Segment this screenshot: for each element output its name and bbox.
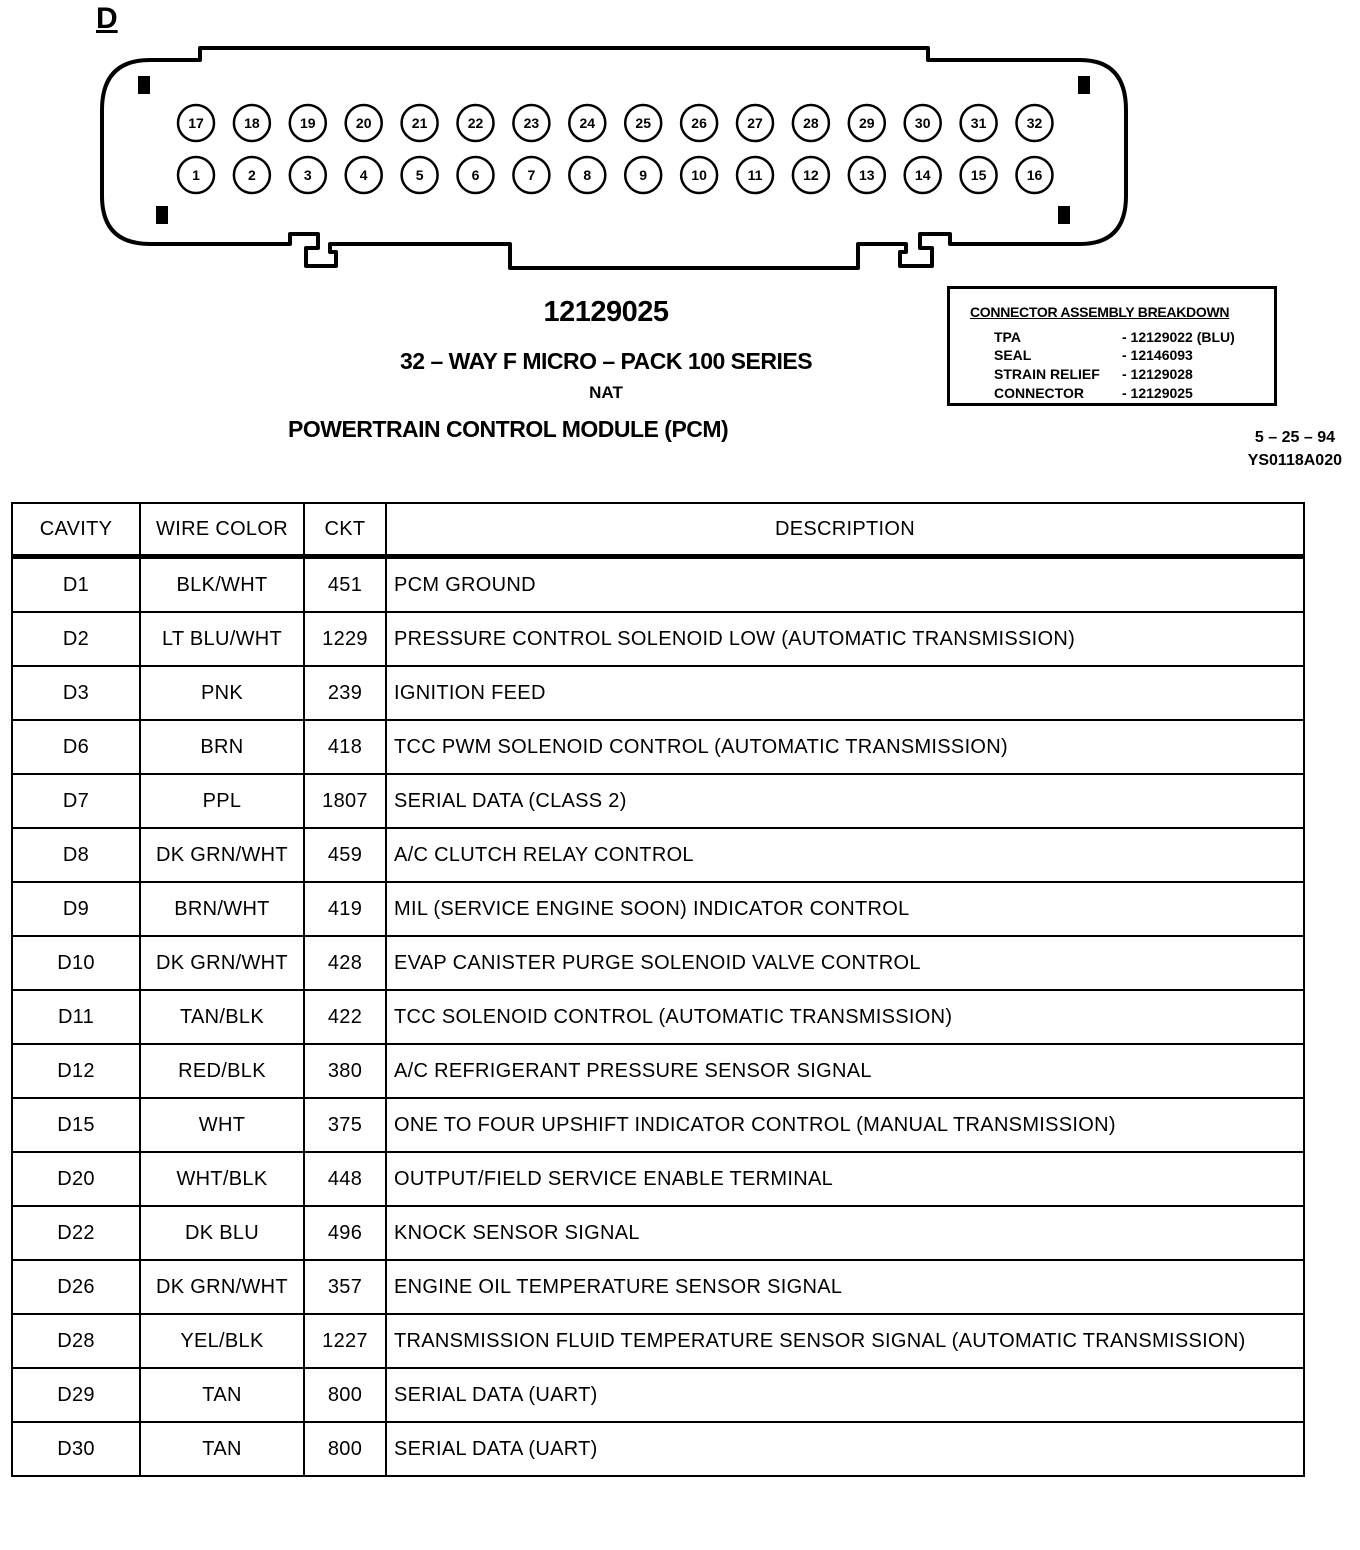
cavity-cell: D6 <box>12 720 140 774</box>
pin-number: 32 <box>1026 115 1043 131</box>
pin-number: 1 <box>192 167 200 183</box>
breakdown-item-name: CONNECTOR <box>994 385 1084 401</box>
pin-number: 15 <box>970 167 987 183</box>
breakdown-item-value: - 12146093 <box>1122 347 1193 363</box>
table-row <box>12 1044 1304 1098</box>
description-cell: ONE TO FOUR UPSHIFT INDICATOR CONTROL (MANUAL TRANSMISSION) <box>386 1098 1304 1152</box>
ckt-cell: 448 <box>304 1152 386 1206</box>
ckt-cell: 428 <box>304 936 386 990</box>
wire-color-cell: TAN <box>140 1422 304 1476</box>
wire-color-cell: BRN/WHT <box>140 882 304 936</box>
wire-color-cell: WHT/BLK <box>140 1152 304 1206</box>
header-description: DESCRIPTION <box>386 503 1304 557</box>
cavity-cell: D10 <box>12 936 140 990</box>
description-cell: TRANSMISSION FLUID TEMPERATURE SENSOR SIGNAL (AUTOMATIC TRANSMISSION) <box>386 1314 1304 1368</box>
header-ckt: CKT <box>304 503 386 557</box>
ckt-cell: 451 <box>304 557 386 613</box>
table-row <box>12 1314 1304 1368</box>
wire-color-cell: DK GRN/WHT <box>140 1260 304 1314</box>
pin-number: 9 <box>639 167 648 183</box>
revision-date: 5 – 25 – 94 <box>1254 429 1335 446</box>
pin-number: 7 <box>527 167 536 183</box>
table-row <box>12 612 1304 666</box>
wire-color-cell: LT BLU/WHT <box>140 612 304 666</box>
cavity-cell: D28 <box>12 1314 140 1368</box>
description-cell: MIL (SERVICE ENGINE SOON) INDICATOR CONTROL <box>386 882 1304 936</box>
pin-number: 24 <box>579 115 596 131</box>
cavity-cell: D3 <box>12 666 140 720</box>
pin-number: 3 <box>303 167 312 183</box>
table-row <box>12 1422 1304 1476</box>
wire-color-cell: BRN <box>140 720 304 774</box>
pin-number: 12 <box>803 167 819 183</box>
table-header-row <box>12 503 1304 557</box>
breakdown-item-name: TPA <box>994 329 1021 345</box>
wire-color-cell: DK GRN/WHT <box>140 936 304 990</box>
ckt-cell: 1807 <box>304 774 386 828</box>
cavity-cell: D9 <box>12 882 140 936</box>
pin-number: 23 <box>523 115 540 131</box>
ckt-cell: 1229 <box>304 612 386 666</box>
ckt-cell: 422 <box>304 990 386 1044</box>
cavity-cell: D20 <box>12 1152 140 1206</box>
pin-number: 4 <box>359 167 368 183</box>
pin-row-bottom <box>178 157 1053 193</box>
breakdown-item-strain-relief <box>994 366 1274 384</box>
wire-color-cell: PPL <box>140 774 304 828</box>
table-row <box>12 1098 1304 1152</box>
description-cell: OUTPUT/FIELD SERVICE ENABLE TERMINAL <box>386 1152 1304 1206</box>
pin-number: 8 <box>583 167 592 183</box>
cavity-cell: D8 <box>12 828 140 882</box>
nat-label: NAT <box>589 383 623 402</box>
ckt-cell: 496 <box>304 1206 386 1260</box>
pin-number: 13 <box>859 167 875 183</box>
breakdown-item-value: - 12129028 <box>1122 366 1193 382</box>
wire-color-cell: PNK <box>140 666 304 720</box>
wire-color-cell: WHT <box>140 1098 304 1152</box>
ckt-cell: 800 <box>304 1368 386 1422</box>
description-cell: PCM GROUND <box>386 557 1304 613</box>
table-row <box>12 1368 1304 1422</box>
wire-color-cell: BLK/WHT <box>140 557 304 613</box>
pin-number: 19 <box>300 115 316 131</box>
description-cell: SERIAL DATA (CLASS 2) <box>386 774 1304 828</box>
cavity-cell: D2 <box>12 612 140 666</box>
latch-mark-top-right <box>1078 76 1090 94</box>
pin-number: 27 <box>747 115 763 131</box>
description-cell: SERIAL DATA (UART) <box>386 1368 1304 1422</box>
cavity-cell: D29 <box>12 1368 140 1422</box>
wire-color-cell: RED/BLK <box>140 1044 304 1098</box>
ckt-cell: 1227 <box>304 1314 386 1368</box>
wire-color-cell: TAN <box>140 1368 304 1422</box>
description-cell: TCC SOLENOID CONTROL (AUTOMATIC TRANSMISSION) <box>386 990 1304 1044</box>
cavity-cell: D1 <box>12 557 140 613</box>
table-row <box>12 774 1304 828</box>
table-row <box>12 666 1304 720</box>
figure-code: YS0118A020 <box>1247 452 1342 469</box>
pin-number: 14 <box>914 167 931 183</box>
module-title: POWERTRAIN CONTROL MODULE (PCM) <box>288 416 729 442</box>
pin-number: 26 <box>691 115 707 131</box>
latch-mark-bottom-left <box>156 206 168 224</box>
wire-color-cell: YEL/BLK <box>140 1314 304 1368</box>
wire-color-cell: DK BLU <box>140 1206 304 1260</box>
pin-number: 6 <box>471 167 480 183</box>
connector-series: 32 – WAY F MICRO – PACK 100 SERIES <box>399 348 813 374</box>
table-row <box>12 828 1304 882</box>
ckt-cell: 800 <box>304 1422 386 1476</box>
ckt-cell: 375 <box>304 1098 386 1152</box>
table-row <box>12 882 1304 936</box>
pin-number: 31 <box>970 115 987 131</box>
table-row <box>12 1206 1304 1260</box>
header-wire-color: WIRE COLOR <box>140 503 304 557</box>
breakdown-item-value: - 12129025 <box>1122 385 1193 401</box>
pin-number: 11 <box>747 167 763 183</box>
latch-mark-bottom-right <box>1058 206 1070 224</box>
connector-diagram <box>0 0 1360 290</box>
pinout-table <box>11 502 1305 1477</box>
table-row <box>12 936 1304 990</box>
latch-mark-top-left <box>138 76 150 94</box>
breakdown-item-name: SEAL <box>994 347 1032 363</box>
connector-assembly-breakdown <box>947 286 1277 406</box>
description-cell: SERIAL DATA (UART) <box>386 1422 1304 1476</box>
header-cavity: CAVITY <box>12 503 140 557</box>
description-cell: TCC PWM SOLENOID CONTROL (AUTOMATIC TRANSMISSION) <box>386 720 1304 774</box>
description-cell: ENGINE OIL TEMPERATURE SENSOR SIGNAL <box>386 1260 1304 1314</box>
pin-number: 18 <box>244 115 260 131</box>
table-row <box>12 1152 1304 1206</box>
cavity-cell: D30 <box>12 1422 140 1476</box>
description-cell: KNOCK SENSOR SIGNAL <box>386 1206 1304 1260</box>
table-row <box>12 720 1304 774</box>
cavity-cell: D7 <box>12 774 140 828</box>
ckt-cell: 239 <box>304 666 386 720</box>
ckt-cell: 357 <box>304 1260 386 1314</box>
pin-number: 30 <box>914 115 931 131</box>
pin-number: 25 <box>635 115 651 131</box>
ckt-cell: 418 <box>304 720 386 774</box>
ckt-cell: 380 <box>304 1044 386 1098</box>
pin-number: 10 <box>691 167 707 183</box>
breakdown-item-value: - 12129022 (BLU) <box>1122 329 1235 345</box>
description-cell: EVAP CANISTER PURGE SOLENOID VALVE CONTROL <box>386 936 1304 990</box>
pin-number: 5 <box>415 167 424 183</box>
breakdown-item-connector <box>994 385 1274 403</box>
description-cell: PRESSURE CONTROL SOLENOID LOW (AUTOMATIC TRANSMISSION) <box>386 612 1304 666</box>
cavity-cell: D15 <box>12 1098 140 1152</box>
pin-row-top <box>178 105 1053 141</box>
cavity-cell: D12 <box>12 1044 140 1098</box>
cavity-cell: D22 <box>12 1206 140 1260</box>
breakdown-item-name: STRAIN RELIEF <box>994 366 1100 382</box>
table-row <box>12 557 1304 613</box>
pin-number: 20 <box>355 115 372 131</box>
part-number: 12129025 <box>543 296 669 328</box>
description-cell: IGNITION FEED <box>386 666 1304 720</box>
breakdown-item-tpa <box>994 329 1274 347</box>
pin-number: 29 <box>859 115 875 131</box>
pin-number: 17 <box>188 115 204 131</box>
pin-number: 28 <box>803 115 819 131</box>
wire-color-cell: TAN/BLK <box>140 990 304 1044</box>
ckt-cell: 419 <box>304 882 386 936</box>
breakdown-item-seal <box>994 347 1274 365</box>
cavity-cell: D11 <box>12 990 140 1044</box>
pin-number: 16 <box>1026 167 1043 183</box>
breakdown-title: CONNECTOR ASSEMBLY BREAKDOWN <box>970 304 1230 320</box>
table-row <box>12 1260 1304 1314</box>
ckt-cell: 459 <box>304 828 386 882</box>
cavity-cell: D26 <box>12 1260 140 1314</box>
wire-color-cell: DK GRN/WHT <box>140 828 304 882</box>
table-row <box>12 990 1304 1044</box>
pin-number: 2 <box>248 167 256 183</box>
description-cell: A/C REFRIGERANT PRESSURE SENSOR SIGNAL <box>386 1044 1304 1098</box>
pin-number: 21 <box>411 115 428 131</box>
description-cell: A/C CLUTCH RELAY CONTROL <box>386 828 1304 882</box>
view-label: D <box>96 2 118 35</box>
pin-number: 22 <box>467 115 484 131</box>
